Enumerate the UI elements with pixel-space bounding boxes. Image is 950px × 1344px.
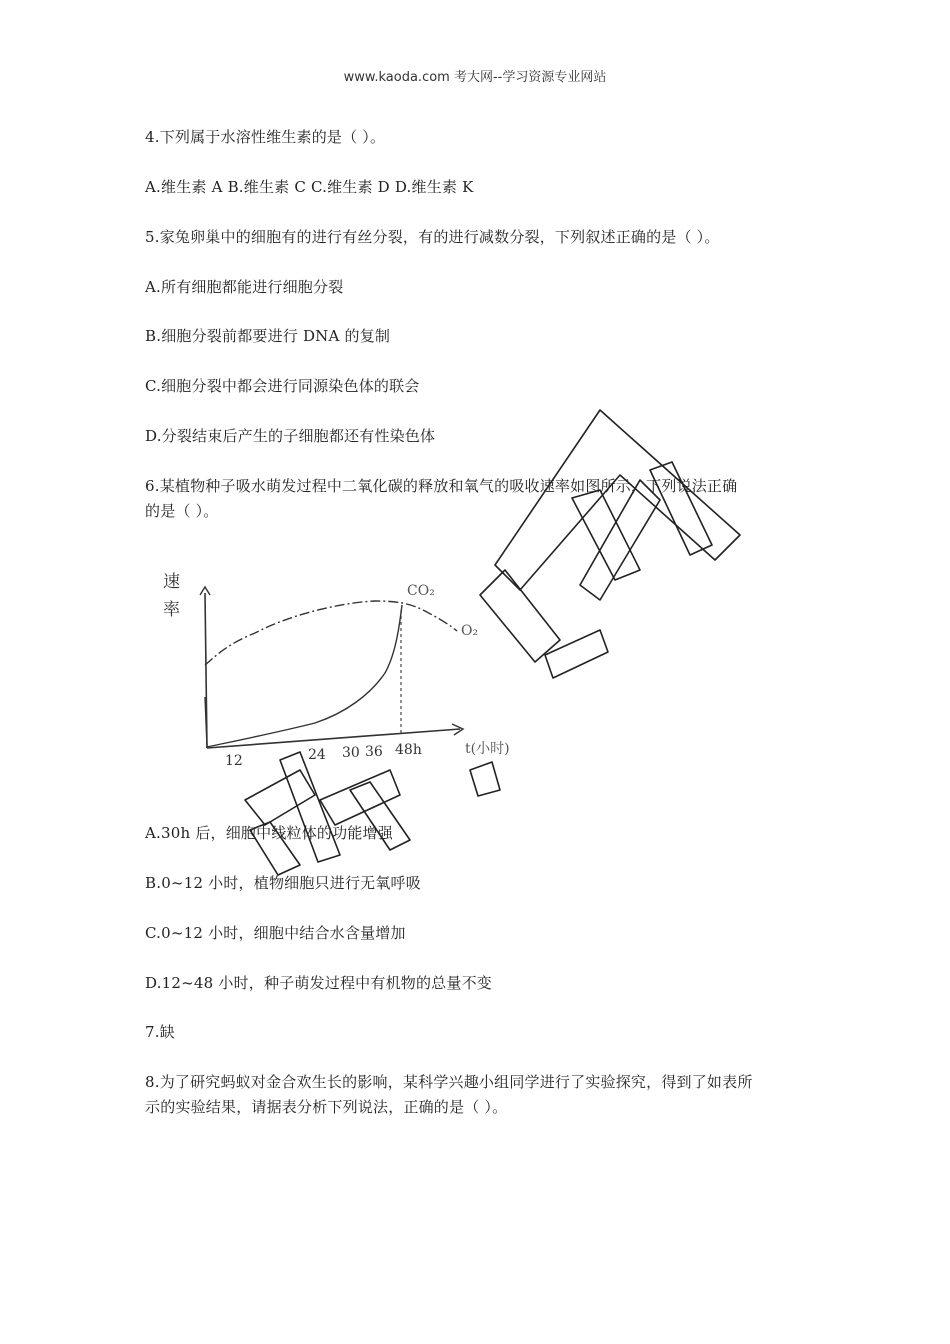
chart-series-o2 — [205, 605, 402, 747]
question-6-stem-line1: 6.某植物种子吸水萌发过程中二氧化碳的释放和氧气的吸收速率如图所示，下列说法正确 — [145, 477, 738, 495]
chart-label-co2: CO₂ — [407, 583, 435, 599]
question-6-option-a: A.30h 后，细胞中线粒体的功能增强 — [145, 824, 393, 842]
watermark-stroke-3 — [572, 490, 640, 580]
question-6-option-c: C.0~12 小时，细胞中结合水含量增加 — [145, 924, 406, 942]
question-6-stem-line2: 的是（ ）。 — [145, 502, 219, 520]
chart-tick-48h: 48h — [395, 742, 422, 758]
question-5-option-d: D.分裂结束后产生的子细胞都还有性染色体 — [145, 427, 436, 445]
chart-series-co2 — [205, 601, 457, 665]
question-4-options: A.维生素 A B.维生素 C C.维生素 D D.维生素 K — [145, 178, 474, 196]
question-8-stem-line1: 8.为了研究蚂蚁对金合欢生长的影响，某科学兴趣小组同学进行了实验探究，得到了如表所 — [145, 1073, 753, 1091]
question-7-stem: 7.缺 — [145, 1023, 175, 1041]
watermark-stroke-7 — [245, 770, 315, 825]
chart-tick-30: 30 — [342, 745, 360, 761]
chart-xlabel: t(小时) — [465, 741, 510, 757]
site-header: www.kaoda.com 考大网--学习资源专业网站 — [343, 70, 607, 85]
question-6-option-d: D.12~48 小时，种子萌发过程中有机物的总量不变 — [145, 974, 492, 992]
chart-tick-24: 24 — [308, 747, 326, 763]
respiration-rate-chart — [145, 565, 525, 770]
question-5-option-c: C.细胞分裂中都会进行同源染色体的联会 — [145, 377, 420, 395]
watermark-stroke-4 — [580, 480, 660, 600]
question-5-option-b: B.细胞分裂前都要进行 DNA 的复制 — [145, 327, 391, 345]
chart-ylabel-char2: 率 — [163, 600, 180, 620]
chart-tick-12: 12 — [225, 753, 243, 769]
question-8-stem-line2: 示的实验结果，请据表分析下列说法，正确的是（ ）。 — [145, 1098, 508, 1116]
question-4-stem: 4.下列属于水溶性维生素的是（ ）。 — [145, 128, 386, 146]
chart-ylabel-char1: 速 — [163, 572, 180, 592]
watermark-stroke-9 — [320, 770, 400, 825]
chart-label-o2: O₂ — [461, 623, 479, 639]
question-6-option-b: B.0~12 小时，植物细胞只进行无氧呼吸 — [145, 874, 421, 892]
watermark-stroke-1 — [495, 410, 740, 590]
question-5-option-a: A.所有细胞都能进行细胞分裂 — [145, 278, 344, 296]
watermark-stroke-6 — [545, 630, 608, 678]
chart-tick-36: 36 — [365, 744, 383, 760]
question-5-stem: 5.家兔卵巢中的细胞有的进行有丝分裂，有的进行减数分裂，下列叙述正确的是（ ）。 — [145, 228, 720, 246]
